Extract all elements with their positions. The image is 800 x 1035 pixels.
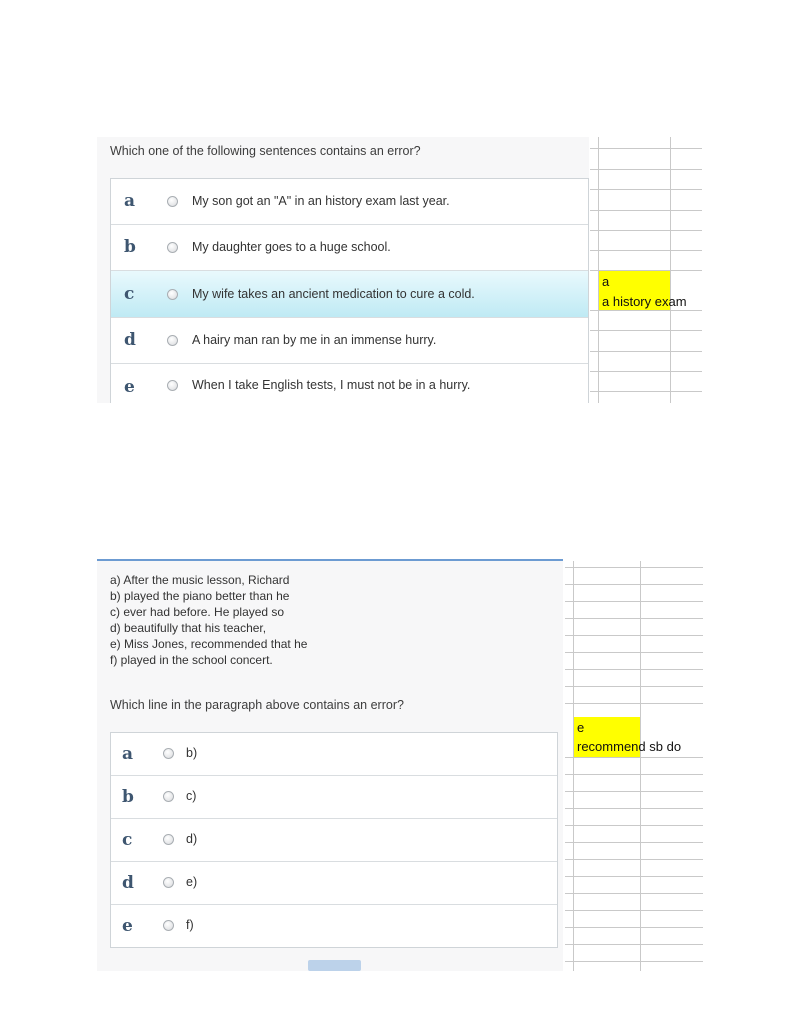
option-row-d[interactable]	[111, 318, 588, 364]
option-text: b)	[186, 746, 198, 760]
paragraph-line: a) After the music lesson, Richard	[110, 573, 290, 587]
paragraph-line: c) ever had before. He played so	[110, 605, 285, 619]
radio-button[interactable]	[163, 748, 174, 759]
radio-button[interactable]	[163, 791, 174, 802]
option-letter: c	[124, 284, 135, 304]
question1-panel	[97, 137, 589, 403]
option-text: When I take English tests, I must not be in a hurry.	[192, 378, 471, 392]
radio-button[interactable]	[163, 920, 174, 931]
note-answer: a	[602, 274, 610, 289]
radio-button[interactable]	[167, 242, 178, 253]
paragraph-line: e) Miss Jones, recommended that he	[110, 637, 308, 651]
radio-button[interactable]	[163, 877, 174, 888]
option-row-e[interactable]	[111, 905, 557, 947]
option-row-b[interactable]	[111, 776, 557, 819]
option-row-b[interactable]	[111, 225, 588, 271]
note-answer: e	[577, 720, 585, 735]
option-letter: a	[124, 191, 136, 211]
option-text: d)	[186, 832, 198, 846]
option-letter: b	[124, 237, 136, 257]
option-letter: a	[122, 744, 134, 764]
option-text: My wife takes an ancient medication to cure a cold.	[192, 287, 475, 301]
question2-panel	[97, 561, 563, 971]
option-row-a[interactable]	[111, 733, 557, 776]
note-explanation: recommend sb do	[577, 739, 682, 754]
top-rule	[97, 559, 563, 561]
option-text: f)	[186, 918, 194, 932]
submit-button[interactable]	[308, 960, 361, 971]
radio-button[interactable]	[167, 289, 178, 300]
option-letter: e	[124, 377, 135, 397]
option-text: e)	[186, 875, 198, 889]
radio-button[interactable]	[167, 380, 178, 391]
option-letter: b	[122, 787, 134, 807]
option-text: c)	[186, 789, 197, 803]
option-letter: d	[124, 330, 136, 350]
option-text: My daughter goes to a huge school.	[192, 240, 391, 254]
option-row-d[interactable]	[111, 862, 557, 905]
option-letter: e	[122, 916, 133, 936]
radio-button[interactable]	[163, 834, 174, 845]
option-row-a[interactable]	[111, 179, 588, 225]
radio-button[interactable]	[167, 335, 178, 346]
option-text: A hairy man ran by me in an immense hurry.	[192, 333, 437, 347]
question2-prompt: Which line in the paragraph above contains an error?	[110, 698, 404, 712]
option-letter: d	[122, 873, 134, 893]
paragraph-line: d) beautifully that his teacher,	[110, 621, 267, 635]
option-letter: c	[122, 830, 133, 850]
question1-prompt: Which one of the following sentences contains an error?	[110, 144, 421, 158]
option-row-c-selected[interactable]	[111, 271, 588, 318]
option-text: My son got an "A" in an history exam last year.	[192, 194, 450, 208]
radio-button[interactable]	[167, 196, 178, 207]
note-explanation: a history exam	[602, 294, 687, 309]
question2-options	[110, 732, 558, 948]
paragraph-line: f) played in the school concert.	[110, 653, 273, 667]
option-row-c[interactable]	[111, 819, 557, 862]
option-row-e[interactable]	[111, 364, 588, 404]
question1-options	[110, 178, 589, 403]
paragraph-line: b) played the piano better than he	[110, 589, 290, 603]
